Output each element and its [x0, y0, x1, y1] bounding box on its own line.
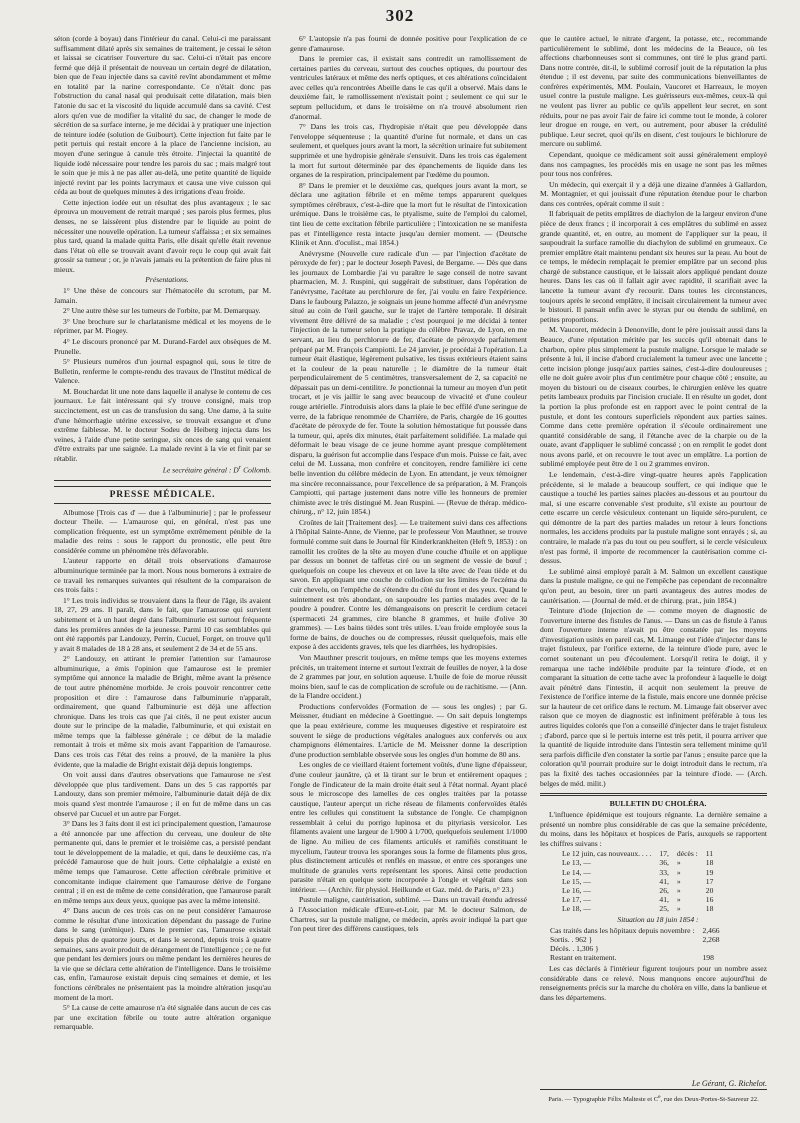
totals-cell-value — [698, 944, 723, 953]
cholera-cell-deaths: 17 — [705, 876, 714, 886]
totals-cell-label: Décès. . 1,306 } — [550, 943, 599, 953]
presentation-item: 5° Plusieurs numéros d'un journal espagnol qui, sous le titre de Bulletin, renferme le compte-rendu des travaux de l'Institut médical de Valence. — [54, 357, 271, 386]
cholera-row — [558, 858, 717, 867]
totals-cell-value: 198 — [702, 952, 714, 962]
cholera-row — [558, 895, 717, 904]
press-paragraph: 3° Dans les 3 faits dont il est ici principalement question, l'amaurose a été annoncée par une affection du cerveau, une douleur de tête permanente qui, dans le premier et le troisième cas, a persisté pendant tout le développement de la maladie, et qui, dans le deuxième cas, n'a précédé l'amaurose que de huit jours. Cette céphalalgie a existé en même temps que l'amaurose. Cette affection cérébrale primitive et concomitante indique clairement que l'amaurose dérive de l'organe central ; il en est de même de cette considération, que l'amaurose paraît en même temps aux deux yeux, quoique pas avec la même intensité. — [54, 819, 271, 905]
cholera-cell-cases: 36, — [659, 858, 669, 868]
col3-paragraph: Cependant, quoique ce médicament soit aussi généralement employé dans nos campagnes, les procédés mis en usage ne sont pas les mêmes pour tous nos confrères. — [540, 149, 767, 179]
col2-paragraph: Dans le premier cas, il existait sans contredit un ramollissement de certaines parties du cerveau, surtout des couches optiques, du pourtour des ventricules latéraux et même des nerfs optiques, et ces altérations coïncidaient avec celles qu'a rencontrées Abeille dans le cas qu'il a observé. Mais dans le deuxième fait, le ramollissement n'existait point ; seulement ce qui sur le septum pellucidum, et dans le troisième on n'a trouvé absolument rien d'anormal. — [290, 54, 527, 121]
press-paragraph: 5° La cause de cette amaurose n'a été signalée dans aucun de ces cas par une excitation fébrile ou toute autre altération organique remarquable. — [54, 1003, 271, 1032]
cholera-cell-deaths: 11 — [705, 849, 714, 859]
bulletin-intro: L'influence épidémique est toujours régnante. La dernière semaine a présenté un nombre plus considérable de cas que la semaine précédente, du moins, dans les hôpitaux et hospices de Paris, auxquels se rapportent les chiffres suivans : — [540, 809, 767, 848]
cholera-cell-cases: 33, — [659, 867, 669, 877]
cholera-cell-day: Le 12 juin, cas nouveaux. . . . — [562, 849, 652, 859]
situation-heading: Situation au 18 juin 1854 : — [617, 915, 699, 925]
presentation-item: 2° Une autre thèse sur les tumeurs de l'orbite, par M. Demarquay. — [63, 306, 261, 316]
column-3 — [540, 34, 767, 1074]
totals-row — [546, 953, 724, 962]
col2-paragraph: Croûtes de lait [Traitement des]. — Le traitement suivi dans ces affections à l'hôpital Sainte-Anne, de Vienne, par le professeur Von Mauthner, se trouve formulé comme suit dans le Journal für Kinderkrankheiten (Heft 9, 1853) : on ramollit les croûtes de la tête au moyen d'une couche d'huile et on applique par dessus un bonnet de taffetas ciré ou un segment de vessie de bœuf ; quelquefois on coupe les cheveux et on lave la tête avec de l'eau tiède et du savon. En appliquant une couche de collodion sur les limites de l'eczéma du cuir chevelu, on l'empêche de s'étendre du côté du front et des yeux. Quand le suintement est très abondant, on saupoudre les parties malades avec de la poudre à poudrer. Contre les démangeaisons on prescrit le cerdium cetacei (spermaceti 24 grammes, cire blanche 8 grammes, et huile d'olive 30 grammes). — Les bains tièdes sont très utiles. L'eau froide employée sous la forme de bains, de douches ou de compresses, réussit quelquefois, mais elle expose à des accidents graves, tels que les diarrhées, les hydropisies. — [290, 517, 527, 652]
cholera-cell-deaths: 16 — [705, 894, 714, 904]
col2-paragraph: 8° Dans le premier et le deuxième cas, quelques jours avant la mort, se déclara une agitation fébrile et en même temps apparurent quelques symptômes cérébraux, c'est-à-dire que la mort fut le résultat de l'intoxication urémique. Dans le troisième cas, le ptyalisme, suite de l'emploi du calomel, tint lieu de cette excitation fébrile particulière ; l'intoxication ne se manifesta pas et l'intelligence resta intacte jusqu'au dernier moment. — (Deutsche Klinik et Ann. d'oculist., mai 1854.) — [290, 180, 527, 248]
cholera-cell-cases: 41, — [659, 876, 669, 886]
totals-cell-label: Cas traités dans les hôpitaux depuis novembre : — [550, 925, 695, 935]
col2-paragraph: Anévrysme (Nouvelle cure radicale d'un — par l'injection d'acétate de péroxyde de fer) ; par le docteur Joseph Pavesi, de Bergame. — Dès que dans les journaux de Lombardie j'ai vu paraître le sage conseil de notre savant pharmacien, M. J. Ruspini, qui suggérait de substituer, dans l'opération de l'anévrysme, l'acétate au perchlorure de fer, j'ai voulu en faire l'expérience. Dans le faubourg Palazzo, je soignais un jeune homme affecté d'un anévrysme situé au coin de l'œil gauche, sur le trajet de l'artère temporale. Il désirait vivement être délivré de sa maladie ; c'est pourquoi je me décidai à tenter l'injection de la tumeur selon la pratique du célèbre Pravaz, de Lyon, en me servant, au lieu du perchlorure de fer, d'acétate de péroxyde parfaitement préparé par M. François Campiotti. Le 24 janvier, je procédai à l'opération. La tumeur était élastique, légèrement pulsative, les tissus extérieurs étaient sains et la couleur de la peau naturelle ; le diamètre de la tumeur était perpendiculairement de 5 centimètres, transversalement de 2, sa capacité ne dépassait pas un demi-centilitre. Je ponctionnai la tumeur au moyen d'un petit trocart, et je vis jaillir le sang avec beaucoup de vivacité et d'une couleur rouge artérielle. J'introduisis alors dans la plaie le bec effilé d'une seringue de verre, de la fabrique renommée de Charrière, de Paris, chargée de 16 gouttes d'acétate de péroxyde de fer. Toute la solution hémostatique fut poussée dans la tumeur, qui, après dix minutes, était parfaitement solidifiée. La malade qui déformait le beau visage de ce jeune homme ayant presque complètement disparu, la guérison fut accomplie dans l'espace d'un mois. Puisse ce fait, avec celui de M. Lussana, mon confrère et concitoyen, rendre familière ici cette belle invention du célèbre médecin de Lyon. En attendant, je veux témoigner ma sincère reconnaissance, pour l'excellence de sa préparation, à M. François Campiotti, qui partage justement dans notre ville les honneurs de premier chimiste avec le très distingué M. Jean Ruspini. — (Revue de thérap. médico-chirurg., n° 12, juin 1854.) — [290, 248, 527, 517]
cholera-cell-label: décès : — [676, 849, 698, 859]
cholera-cell-label: » — [676, 885, 681, 895]
presentation-item: 3° Une brochure sur le charlatanisme médical et les moyens de le réprimer, par M. Piogey. — [54, 316, 271, 336]
bulletin-closing: Les cas déclarés à l'intérieur figurent toujours pour un nombre assez considérable dans ce relevé. Nous manquons encore aujourd'hui de renseignements précis sur la marche du choléra en ville, dans la banlieue et dans les départemens. — [540, 964, 767, 1002]
col3-paragraph: que le cautère actuel, le nitrate d'argent, la potasse, etc., recommande particulièrement le sublimé, dont les médecins de la Beauce, où les affections charbonneuses sont si communes, ont tiré le plus grand parti. Dans notre contrée, dit-il, le sublimé corrosif jouit de la réputation la plus étendue ; il est devenu, par suite des communications bienveillantes de confrères expérimentés, MM. Poulain, Vaucoret et Harreaux, le moyen usuel contre la pustule maligne. Les guérisseurs eux-mêmes, ceux-là qui ne veulent pas livrer au public ce qu'ils appellent leur secret, en sont réduits, pour ne pas avoir l'air de faire ici comme tout le monde, à colorer leur drogue en rouge, en vert, ou autrement, pour abuser la crédulité publique. Leur secret, quoi qu'ils en disent, c'est toujours le bichlorure de mercure ou sublimé. — [540, 34, 767, 149]
col3-paragraph: Un médecin, qui exerçait il y a déjà une dizaine d'années à Gallardon, M. Montagnier, et qui jouissait d'une réputation étendue pour le charbon dans ces contrées, opérait comme il suit : — [540, 179, 767, 208]
presentation-item: 4° Le discours prononcé par M. Durand-Fardel aux obsèques de M. Prunelle. — [54, 336, 271, 356]
col3-paragraph: Le sublimé ainsi employé paraît à M. Salmon un excellent caustique dans la pustule maligne, ce qui ne l'empêche pas cependant de reconnaître qu'on peut, au besoin, tirer un parti avantageux des autres modes de cautérisation. — (Journal de méd. et de chirurg. prat., juin 1854.) — [540, 566, 767, 605]
cholera-cell-deaths: 18 — [705, 903, 714, 913]
press-paragraph: L'auteur rapporte en détail trois observations d'amaurose albuminurique terminée par la mort. Nous nous bornerons à extraire de ce travail les remarques suivantes qui résultent de la comparaison de ces trois faits : — [54, 556, 271, 595]
cholera-cell-cases: 26, — [659, 885, 669, 895]
totals-row — [546, 926, 724, 935]
cholera-cell-deaths: 19 — [705, 867, 714, 877]
imprint-line: Paris. — Typographie Félix Malteste et Ce, rue des Deux-Portes-St-Sauveur 22. — [548, 1094, 759, 1104]
press-paragraph: 4° Dans aucun de ces trois cas on ne peut considérer l'amaurose comme le résultat d'une intoxication dépendant du passage de l'urine dans le sang (urémique). Dans le premier cas, l'amaurose existait depuis plus de quatorze jours, et dans le second, depuis trois à quatre semaines, sans avoir produit de dérangement de l'intelligence ; ce ne fut que pendant les derniers jours ou même pendant les dernières heures de la vie que se déclara cette altération de l'intelligence. Dans le troisième cas, enfin, l'amaurose existait depuis cinq semaines et demie, et les fonctions cérébrales ne présentaient pas la moindre altération jusqu'au moment de la mort. — [54, 906, 271, 1002]
cholera-cell-label: » — [676, 876, 681, 886]
column-2 — [290, 34, 527, 1108]
col2-paragraph: Pustule maligne, cautérisation, sublimé. — Dans un travail étendu adressé à l'Association médicale d'Eure-et-Loir, par M. le docteur Salmon, de Chartres, sur la pustule maligne, ce médecin, après avoir indiqué la part que l'on peut tirer des différens caustiques, tels — [290, 895, 527, 934]
cholera-cell-cases: 17, — [659, 849, 669, 859]
totals-table — [546, 926, 724, 962]
totals-cell-label: Sortis. . 962 } — [550, 934, 593, 944]
totals-row — [546, 944, 724, 953]
column-1 — [54, 34, 271, 1108]
col3-paragraph: M. Vaucoret, médecin à Denonville, dont le père jouissait aussi dans la Beauce, d'une réputation méritée par les succès qu'il obtenait dans le charbon, opère plus simplement la pustule maligne. Lorsque le malade se présente à lui, il incise d'abord crucialement la tumeur avec une lancette ; cette incision plonge jusqu'aux parties saines, c'est-à-dire douloureuses ; elle ne doit guère avoir plus d'un centimètre pour chaque côté ; ensuite, au moyen du bistouri ou de ciseaux courbes, le chirurgien enlève les quatre petits lambeaux produits par l'incision cruciale. Il en résulte un godet, dont la portion la plus profonde est en rapport avec le point central de la pustule, et dont les contours superficiels répondent aux parties saines. Comme dans cette première opération il s'écoule ordinairement une quantité considérable de sang, il l'étanche avec de la charpie ou de la ouate, avant d'appliquer le sublimé concassé ; on en remplit le godet dont nous avons parlé, et on recouvre le tout avec un emplâtre. La portion de sublimé employée peut être de 1 ou 2 grammes environ. — [540, 325, 767, 469]
section-title: PRESSE MÉDICALE. — [54, 486, 271, 504]
press-paragraph: Albumose [Trois cas d' — due à l'albuminurie] ; par le professeur docteur Theile. — L'amaurose qui, en général, n'est pas une complication fréquente, est un symptôme extrêmement pénible de la maladie des reins : sous le rapport du pronostic, elle peut être considérée comme un phénomène très défavorable. — [54, 507, 271, 555]
col3-paragraph: Teinture d'iode (Injection de — comme moyen de diagnostic de l'ouverture interne des fistules de l'anus. — Dans un cas de fistule à l'anus dont l'ouverture interne n'avait pu être constatée par les moyens d'investigation usités en pareil cas, M. Limauge eut l'idée d'injecter dans le trajet fistuleux, par l'orifice externe, de la teinture d'iode pure, avec le cornet soutenant un peu d'écoulement. Lorsqu'il retira le doigt, il y remarqua une tache indélébile produite par la teinture d'iode, et en comparant la situation de cette tache avec la profondeur à laquelle le doigt avait pénétré dans l'intestin, il acquit non seulement la preuve de l'existence de l'orifice interne de la fistule, mais encore une donnée précise sur la hauteur de cet orifice dans le rectum. M. Limauge fait observer avec raison que ce moyen de diagnostic est infiniment préférable à tous les autres liquides colorés que l'on a conseillé d'injecter dans le trajet fistuleux ; d'abord, parce que si le pertuis interne est très petit, il pourra arriver que la quantité de liquide introduite dans l'intestin sera tellement minime qu'il sera parfois difficile d'en constater la sortie par l'anus ; ensuite parce que la coloration qu'il pourrait produire sur le doigt introduit dans le rectum, n'a pas la fixité des taches occasionnées par la teinture d'iode. — (Arch. belges de méd. milit.) — [540, 606, 767, 788]
cholera-cell-day: Le 18, — — [562, 903, 591, 913]
cholera-row — [558, 849, 717, 858]
totals-row — [546, 935, 724, 944]
press-paragraph: 2° Landouzy, en attirant le premier l'attention sur l'amaurose albuminurique, a émis l'opinion que l'amaurose est le premier symptôme qui annonce la maladie de Bright, même avant la présence de tout autre phénomène morbide. Je crois pouvoir rencontrer cette proposition et dire : l'amaurose dans l'albuminurie n'apparaît, ordinairement, que quand l'albuminurie est déjà une affection chronique. Dans les trois cas que j'ai cités, il ne peut exister aucun doute sur le principe de la maladie, l'albuminurie, et qui existait en même temps que la faiblesse générale ; ce début de la maladie remontait à trois et même six mois avant l'apparition de l'amaurose. Dans ces trois cas l'état des reins a prouvé, de la manière la plus évidente, que la maladie de Bright existait déjà depuis longtemps. — [54, 654, 271, 769]
col2-paragraph: Productions confervoïdes (Formation de — sous les ongles) ; par G. Meissner, étudiant en médecine à Goettingue. — On sait depuis longtemps que la peau extérieure, comme les muqueuses digestive et respiratoire est souvent le siège de productions végétales analogues aux confervés ou aux champignons élémentaires. L'article de M. Meissner donne la description d'une production semblable observée sous les ongles d'un homme de 80 ans. — [290, 701, 527, 759]
cholera-cell-label: » — [676, 903, 681, 913]
presentation-item: M. Bouchardat lit une note dans laquelle il analyse le contenu de ces journaux. Le fait intéressant qui s'y trouve consigné, mais trop succinctement, est un cas de transfusion du sang. Une dame, à la suite d'une hémorrhagie utérine excessive, se trouvait exsangue et d'une extrême faiblesse. M. le docteur Sodeu de Heiberg injecta dans les veines, à l'aide d'une petite seringue, six onces de sang qui venaient d'être extraits par une saignée. La malade revint à la vie et finit par se rétablir. — [54, 386, 271, 463]
presentations-heading: Présentations. — [145, 275, 189, 285]
totals-cell-value: 2,268 — [702, 934, 720, 944]
secretary-signature: Le secrétaire général : $D^r$ Collomb. — [162, 464, 271, 475]
cholera-cell-day: Le 14, — — [562, 867, 591, 877]
cholera-cell-deaths: 20 — [705, 885, 714, 895]
cholera-row — [558, 877, 717, 886]
totals-cell-value: 2,466 — [702, 925, 720, 935]
divider — [54, 480, 271, 481]
col3-paragraph: Le lendemain, c'est-à-dire vingt-quatre heures après l'application précédente, si le malade a beaucoup souffert, ce qui indique que le caustique a touché les parties saines placées au-dessous et au pourtour du mal, si une escarre convenable s'est produite, s'il existe au pourtour de cette escarre un cercle vésiculeux contenant un liquide séro-purulent, ce qui démontre de la part des parties malades un retour à leurs fonctions normales, les accidens produits par la pustule maligne sont enrayés ; si, au contraire, le malade n'a pas du tout ou peu souffert, si le cercle vésiculeux n'est pas formé, il importe de recommencer la cautérisation comme ci-dessus. — [540, 470, 767, 566]
col1-paragraph-2: Cette injection iodée eut un résultat des plus avantageux ; le sac éprouva un mouvement de retrait marqué ; ses parois plus fermes, plus denses, ne se laissèrent plus distendre par le liquide au point de nécessiter une nouvelle opération. La tumeur s'affaissa ; et six semaines plus tard, quand la malade quitta Paris, elle disait qu'elle était revenue dans l'état où elle se trouvait avant d'avoir reçu le coup qui avait fait grossir sa tumeur ; or, je n'avais jamais eu la prétention de faire plus ni mieux. — [54, 197, 271, 274]
cholera-cell-day: Le 16, — — [562, 885, 591, 895]
col2-paragraph: 7° Dans les trois cas, l'hydropisie n'était que peu développée dans l'enveloppe séquenteuse ; la quantité d'urine fut normale, et dans un cas seulement, et quelques jours avant la mort, la sécrétion urinaire fut subitement supprimée et une hydropisie générale s'ensuivit. Dans les trois cas également la mort fut surtout déterminée par des épanchements de liquide dans les organes de la respiration, principalement par l'œdème du poumon. — [290, 122, 527, 180]
cholera-cell-day: Le 13, — — [562, 858, 591, 868]
col2-paragraph: Les ongles de ce vieillard étaient fortement voûtés, d'une ligne d'épaisseur, d'une couleur jaunâtre, çà et là tirant sur le brun et entièrement opaques ; l'ongle de l'indicateur de la main droite était seul à l'état normal. Ayant placé sous le microscope des lamelles de ces ongles traitées par la potasse caustique, l'auteur aperçut un riche réseau de filaments confervoïdes étalés entre les cellules qui constituent la substance de l'ongle. Ce champignon ressemblait à celui du porrigo lupinosa et du pityriasis versicolor. Les filaments avaient une largeur de 1/900 à 1/700, quelquefois seulement 1/1000 de ligne. Au milieu de ces filaments articulés et ramifiés constituant le mycelium, l'auteur trouva les sporanges sous la forme de filaments plus gros, plus distinctement articulés et renflés en massue, et entre ces sporanges une multitude de granules verts représentant les spores. Ainsi cette production parasite n'était en quelque sorte incorporée à l'ongle et végétait dans son intérieur. — (Archiv. für physiol. Heilkunde et Gaz. méd. de Paris, n° 23.) — [290, 760, 527, 894]
cholera-cell-deaths: 18 — [705, 858, 714, 868]
col2-paragraph: 6° L'autopsie n'a pas fourni de donnée positive pour l'explication de ce genre d'amaurose. — [290, 34, 527, 53]
col1-paragraph-1: séton (corde à boyau) dans l'intérieur du canal. Celui-ci me paraissant suffisamment dilaté après six semaines de traitement, je cessai le séton et laissai se cicatriser l'ouverture du sac. Celui-ci n'était pas encore fermé que déjà il présentait de nouveau un certain degré de dilatation, bien que de l'eau injectée dans sa cavité revînt abondamment et même en totalité par la narine correspondante. Ce n'était donc pas l'obstruction du canal nasal qui produisait cette dilatation, mais bien l'atonie du sac et la viscosité du liquide accumulé dans sa cavité. C'est alors qu'en vue de modifier la vitalité du sac, de changer le mode de sécrétion de sa surface interne, je me décidai à y pratiquer une injection de teinture iodée (solution de Guibourt). Cette injection fut faite par le petit pertuis qui restait encore à la place de l'ancienne incision, au moyen d'une seringue à canule très étroite. J'injectai la quantité de liquide iodé nécessaire pour tendre les parois du sac ; mais malgré tout le soin que je mis à ne pas aller au-delà, une petite quantité de liquide injecté revint par les points lacrymaux et causa une vive cuisson qui céda au bout de quelques minutes à des irrigations d'eau froide. — [54, 34, 271, 197]
cholera-cell-label: » — [676, 867, 681, 877]
cholera-cell-label: » — [676, 858, 681, 868]
cholera-row — [558, 886, 717, 895]
cholera-cell-cases: 41, — [659, 894, 669, 904]
bulletin-title: BULLETIN DU CHOLÉRA. — [609, 799, 707, 809]
cholera-cell-label: » — [676, 894, 681, 904]
cholera-cell-day: Le 15, — — [562, 876, 591, 886]
press-paragraph: On voit aussi dans d'autres observations que l'amaurose ne s'est développée que plus tardivement. Dans un des 5 cas rapportés par Landouzy, dans son premier mémoire, l'albuminurie datait déjà de dix mois quand s'est montrée l'amaurose ; il en fut de même dans un cas observé par Cucuel et un autre par Forget. — [54, 770, 271, 818]
totals-cell-label: Restant en traitement. — [550, 952, 617, 962]
cholera-cell-day: Le 17, — — [562, 894, 591, 904]
cholera-cell-cases: 25, — [659, 903, 669, 913]
col3-paragraph: Il fabriquait de petits emplâtres de diachylon de la largeur environ d'une pièce de deux francs ; il incorporait à ces emplâtres du sublimé en assez grande quantité, et, en outre, au moment de l'appliquer sur la peau, il saupoudrait la surface ramollie du diachylon de sublimé en grumeaux. Ce premier emplâtre était maintenu pendant six heures sur la peau. Au bout de ce temps, le médecin remplaçait le premier emplâtre par un second plus chargé de substance caustique, et le laissait alors appliqué pendant douze heures. Dans les cas où il fallait agir avec rapidité, il scarifiait avec la lancette la tumeur avant d'y recourir. Dans toutes les circonstances, toujours après le second emplâtre, il incisait circulairement la tumeur avec le bistouri. Il pansait enfin avec le styrax pur ou étendu de sublimé, en petites proportions. — [540, 209, 767, 324]
cholera-table — [558, 849, 717, 913]
press-paragraph: 1° Les trois individus se trouvaient dans la fleur de l'âge, ils avaient 18, 27, 29 ans. Il paraît, dans le fait, que l'amaurose qui survient subitement et à un haut degré dans l'albuminurie est surtout fréquente dans les premières années de la jeunesse. Parmi 10 cas semblables qui ont été rapportés par Landouzy, Perrin, Cucuel, Forget, on trouve qu'il y avait 8 malades de 18 à 28 ans, et seulement 2 de 34 et de 55 ans. — [54, 595, 271, 653]
divider — [540, 793, 767, 796]
cholera-row — [558, 868, 717, 877]
cholera-row — [558, 904, 717, 913]
page-number: 302 — [385, 6, 415, 25]
col2-paragraph: Von Mauthner prescrit toujours, en même temps que les moyens externes précités, un traitement interne et surtout l'extrait de feuilles de noyer, à la dose de 2 grammes par jour, en solution aqueuse. L'huile de foie de morue réussit moins bien, sauf le cas de complication de scrofule ou de rachitisme. — (Ann. de la Flandre occident.) — [290, 653, 527, 701]
presentation-item: 1° Une thèse de concours sur l'hématocèle du scrotum, par M. Jamain. — [54, 286, 271, 305]
gerant-signature: Le Gérant, G. Richelot. — [540, 1079, 767, 1090]
